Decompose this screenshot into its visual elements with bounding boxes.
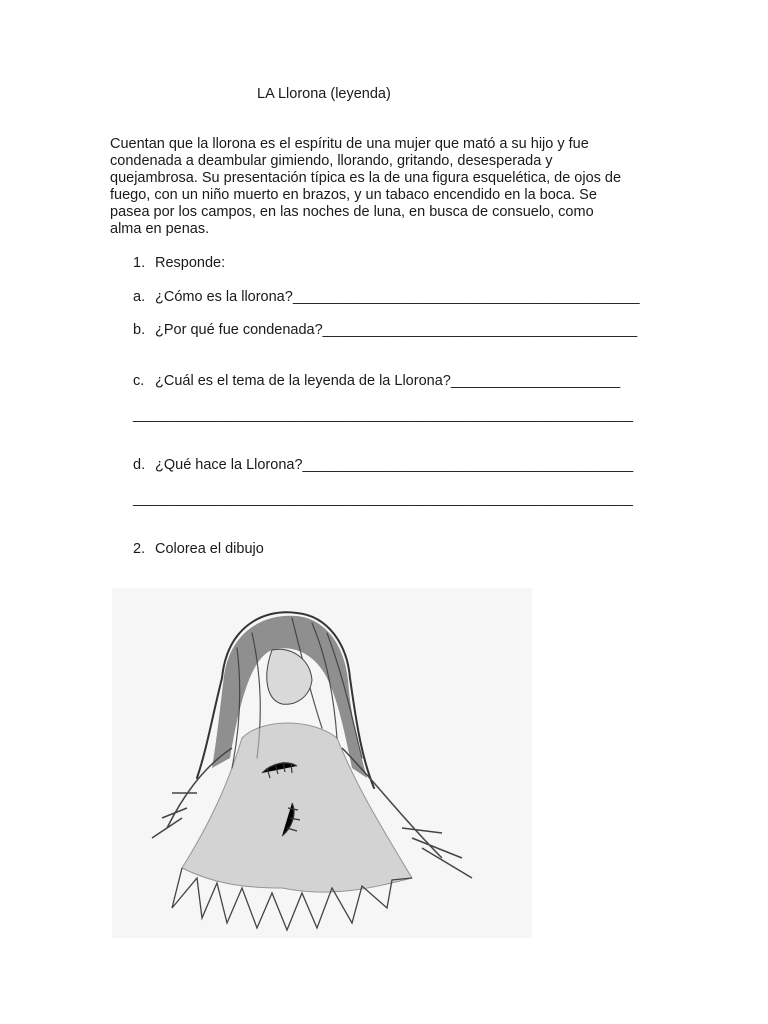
paragraph-line: fuego, con un niño muerto en brazos, y un tabaco encendido en la boca. Se	[110, 187, 597, 203]
llorona-sketch-icon	[112, 588, 532, 938]
question-number: 1.	[133, 255, 146, 271]
question-b[interactable]	[133, 322, 637, 338]
question-1	[133, 255, 225, 271]
question-text: ¿Qué hace la Llorona?_________________________________________	[155, 457, 634, 473]
paragraph-line: condenada a deambular gimiendo, llorando, gritando, desesperada y	[110, 153, 553, 169]
answer-line-d[interactable]: ______________________________________________________________	[133, 491, 633, 507]
question-number: 2.	[133, 541, 146, 557]
paragraph-line: alma en penas.	[110, 221, 210, 237]
paragraph-line: pasea por los campos, en las noches de luna, en busca de consuelo, como	[110, 204, 594, 220]
answer-line-c[interactable]: ______________________________________________________________	[133, 407, 633, 423]
question-text: ¿Cómo es la llorona?___________________________________________	[155, 289, 640, 305]
paragraph-line: Cuentan que la llorona es el espíritu de una mujer que mató a su hijo y fue	[110, 136, 589, 152]
question-text: ¿Por qué fue condenada?_______________________________________	[155, 322, 638, 338]
question-letter: b.	[133, 322, 146, 338]
question-2	[133, 541, 264, 557]
question-text: ¿Cuál es el tema de la leyenda de la Llorona?_____________________	[155, 373, 621, 389]
question-text: Responde:	[155, 255, 226, 271]
question-d[interactable]	[133, 457, 633, 473]
paragraph-line: quejambrosa. Su presentación típica es la de una figura esquelética, de ojos de	[110, 170, 622, 186]
page-title: LA Llorona (leyenda)	[257, 86, 391, 102]
question-letter: c.	[133, 373, 145, 389]
legend-paragraph	[110, 136, 670, 238]
llorona-drawing	[112, 588, 532, 938]
question-letter: d.	[133, 457, 146, 473]
question-text: Colorea el dibujo	[155, 541, 264, 557]
question-letter: a.	[133, 289, 146, 305]
question-a[interactable]	[133, 289, 640, 305]
question-c[interactable]	[133, 373, 620, 389]
